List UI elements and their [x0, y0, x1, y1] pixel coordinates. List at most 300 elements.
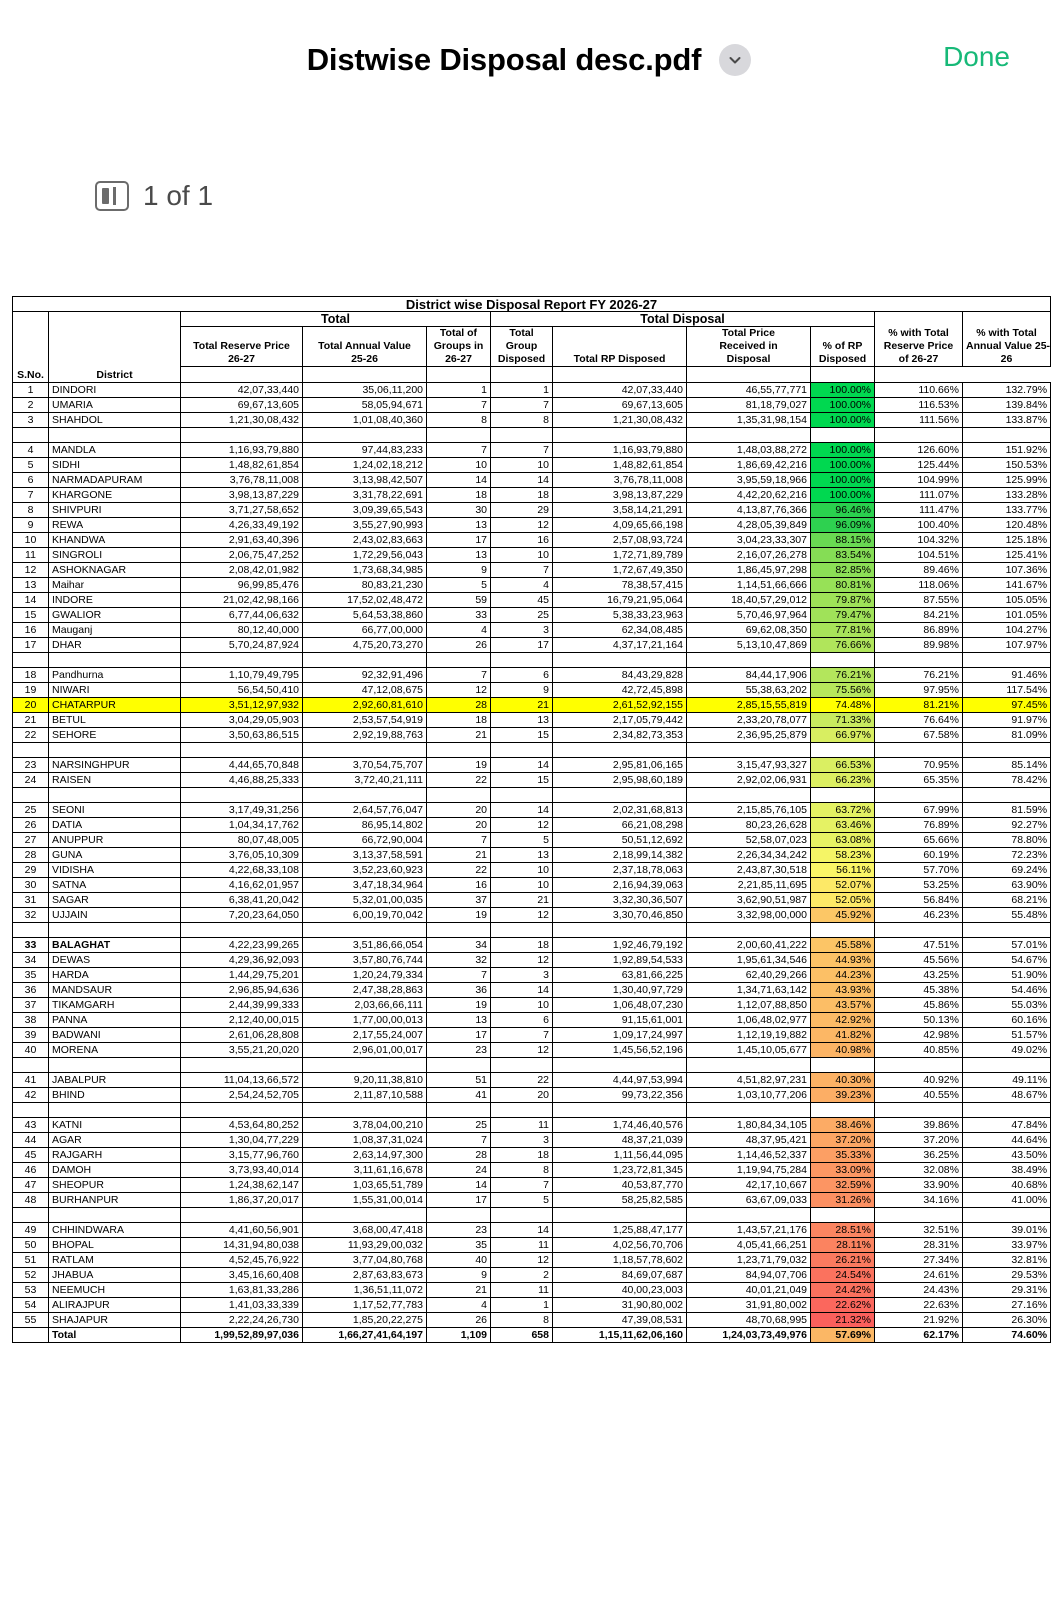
cell-group-disposed: 14: [491, 803, 553, 818]
cell-price-received: 1,35,31,98,154: [687, 413, 811, 428]
table-row[interactable]: [13, 1013, 1051, 1028]
cell-pct-reserve-price: 126.60%: [875, 443, 963, 458]
row-spacer: [13, 788, 1051, 803]
cell-district: UJJAIN: [49, 908, 181, 923]
page-title: Distwise Disposal desc.pdf: [306, 42, 702, 77]
cell-group-disposed: 17: [491, 638, 553, 653]
table-row[interactable]: [13, 683, 1051, 698]
cell-total-annual-value: 3,09,39,65,543: [303, 503, 427, 518]
cell-sno: 39: [13, 1028, 49, 1043]
cell-total-annual-value: 3,77,04,80,768: [303, 1253, 427, 1268]
table-row[interactable]: [13, 863, 1051, 878]
row-spacer: [13, 1058, 1051, 1073]
cell-rp-disposed: 84,43,29,828: [553, 668, 687, 683]
cell-pct-rp-disposed: 82.85%: [811, 563, 875, 578]
cell-total-reserve-price: 4,26,33,49,192: [181, 518, 303, 533]
cell-total-reserve-price: 11,04,13,66,572: [181, 1073, 303, 1088]
cell-total-reserve-price: 3,55,21,20,020: [181, 1043, 303, 1058]
cell-total-reserve-price: 1,41,03,33,339: [181, 1298, 303, 1313]
cell-rp-disposed: 2,18,99,14,382: [553, 848, 687, 863]
cell-pct-reserve-price: 37.20%: [875, 1133, 963, 1148]
cell-sno: 13: [13, 578, 49, 593]
table-row[interactable]: [13, 473, 1051, 488]
cell-pct-annual-value: 132.79%: [963, 383, 1051, 398]
cell-total-reserve-price: 56,54,50,410: [181, 683, 303, 698]
cell-pct-rp-disposed: 66.53%: [811, 758, 875, 773]
table-row[interactable]: [13, 1073, 1051, 1088]
cell-rp-disposed: 1,18,57,78,602: [553, 1253, 687, 1268]
cell-pct-annual-value: 49.02%: [963, 1043, 1051, 1058]
cell-total-reserve-price: 3,71,27,58,652: [181, 503, 303, 518]
cell-pct-annual-value: 81.59%: [963, 803, 1051, 818]
chevron-down-icon[interactable]: [719, 44, 751, 76]
cell-rp-disposed: 50,51,12,692: [553, 833, 687, 848]
cell-total-reserve-price: 4,53,64,80,252: [181, 1118, 303, 1133]
cell-total-groups: 20: [427, 803, 491, 818]
table-row[interactable]: [13, 458, 1051, 473]
table-row[interactable]: [13, 1178, 1051, 1193]
cell-rp-disposed: 1,92,89,54,533: [553, 953, 687, 968]
cell-total-reserve-price: 2,61,06,28,808: [181, 1028, 303, 1043]
cell-total-groups: 8: [427, 413, 491, 428]
cell-total-groups: 10: [427, 458, 491, 473]
cell-total-annual-value: 3,70,54,75,707: [303, 758, 427, 773]
cell-rp-disposed: 1,45,56,52,196: [553, 1043, 687, 1058]
cell-sno: 1: [13, 383, 49, 398]
cell-total-reserve-price: 4,44,65,70,848: [181, 758, 303, 773]
cell-group-disposed: 21: [491, 893, 553, 908]
cell-total-annual-value: 1,17,52,77,783: [303, 1298, 427, 1313]
cell-sno: 25: [13, 803, 49, 818]
cell-district: RAJGARH: [49, 1148, 181, 1163]
cell-district: Maihar: [49, 578, 181, 593]
cell-total-groups: 32: [427, 953, 491, 968]
table-row[interactable]: [13, 593, 1051, 608]
table-row[interactable]: [13, 1268, 1051, 1283]
cell-pct-reserve-price: 104.32%: [875, 533, 963, 548]
table-row[interactable]: [13, 1163, 1051, 1178]
table-row[interactable]: [13, 548, 1051, 563]
table-row[interactable]: [13, 998, 1051, 1013]
table-row[interactable]: [13, 893, 1051, 908]
cell-total-annual-value: 1,36,51,11,072: [303, 1283, 427, 1298]
table-row[interactable]: [13, 1133, 1051, 1148]
cell-pct-annual-value: 107.36%: [963, 563, 1051, 578]
cell-district: GWALIOR: [49, 608, 181, 623]
cell-rp-disposed: 3,58,14,21,291: [553, 503, 687, 518]
cell-total-groups: 14: [427, 1178, 491, 1193]
cell-district: BURHANPUR: [49, 1193, 181, 1208]
cell-pct-rp-disposed: 41.82%: [811, 1028, 875, 1043]
table-row[interactable]: [13, 1313, 1051, 1328]
cell-group-disposed: 14: [491, 473, 553, 488]
cell-group-disposed: 12: [491, 953, 553, 968]
cell-district: Pandhurna: [49, 668, 181, 683]
cell-total-reserve-price: 4,16,62,01,957: [181, 878, 303, 893]
cell-total-annual-value: 1,66,27,41,64,197: [303, 1328, 427, 1343]
cell-total-groups: 26: [427, 638, 491, 653]
table-row[interactable]: [13, 383, 1051, 398]
table-row[interactable]: [13, 773, 1051, 788]
cell-total-groups: 7: [427, 1133, 491, 1148]
cell-price-received: 2,36,95,25,879: [687, 728, 811, 743]
cell-district: TIKAMGARH: [49, 998, 181, 1013]
cell-total-reserve-price: 42,07,33,440: [181, 383, 303, 398]
cell-total-reserve-price: 1,63,81,33,286: [181, 1283, 303, 1298]
cell-group-disposed: 12: [491, 1043, 553, 1058]
cell-sno: 8: [13, 503, 49, 518]
cell-price-received: 1,95,61,34,546: [687, 953, 811, 968]
cell-pct-rp-disposed: 76.21%: [811, 668, 875, 683]
cell-sno: 38: [13, 1013, 49, 1028]
cell-total-reserve-price: 3,45,16,60,408: [181, 1268, 303, 1283]
cell-district: KATNI: [49, 1118, 181, 1133]
table-row[interactable]: [13, 1223, 1051, 1238]
table-row[interactable]: [13, 968, 1051, 983]
table-row[interactable]: [13, 938, 1051, 953]
cell-pct-rp-disposed: 44.23%: [811, 968, 875, 983]
cell-price-received: 1,19,94,75,284: [687, 1163, 811, 1178]
cell-sno: 5: [13, 458, 49, 473]
cell-price-received: 2,43,87,30,518: [687, 863, 811, 878]
table-row[interactable]: [13, 578, 1051, 593]
cell-total-annual-value: 2,92,19,88,763: [303, 728, 427, 743]
cell-district: JHABUA: [49, 1268, 181, 1283]
cell-price-received: 18,40,57,29,012: [687, 593, 811, 608]
cell-rp-disposed: 47,39,08,531: [553, 1313, 687, 1328]
cell-pct-rp-disposed: 100.00%: [811, 398, 875, 413]
cell-price-received: 5,13,10,47,869: [687, 638, 811, 653]
cell-sno: 30: [13, 878, 49, 893]
cell-pct-reserve-price: 110.66%: [875, 383, 963, 398]
cell-pct-reserve-price: 47.51%: [875, 938, 963, 953]
cell-sno: 49: [13, 1223, 49, 1238]
cell-rp-disposed: 2,95,81,06,165: [553, 758, 687, 773]
cell-pct-annual-value: 27.16%: [963, 1298, 1051, 1313]
cell-pct-annual-value: 74.60%: [963, 1328, 1051, 1343]
cell-price-received: 2,00,60,41,222: [687, 938, 811, 953]
cell-total-groups: 7: [427, 833, 491, 848]
cell-sno: 43: [13, 1118, 49, 1133]
cell-group-disposed: 15: [491, 773, 553, 788]
cell-group-disposed: 6: [491, 1013, 553, 1028]
cell-pct-annual-value: 54.67%: [963, 953, 1051, 968]
cell-pct-reserve-price: 89.46%: [875, 563, 963, 578]
cell-price-received: 55,38,63,202: [687, 683, 811, 698]
table-row[interactable]: [13, 983, 1051, 998]
cell-rp-disposed: 2,95,98,60,189: [553, 773, 687, 788]
cell-total-groups: 26: [427, 1313, 491, 1328]
cell-total-groups: 5: [427, 578, 491, 593]
table-row[interactable]: [13, 398, 1051, 413]
cell-group-disposed: 13: [491, 713, 553, 728]
table-row[interactable]: [13, 1298, 1051, 1313]
cell-price-received: 42,17,10,667: [687, 1178, 811, 1193]
cell-sno: 48: [13, 1193, 49, 1208]
cell-total-groups: 7: [427, 968, 491, 983]
cell-sno: 23: [13, 758, 49, 773]
cell-pct-reserve-price: 67.58%: [875, 728, 963, 743]
table-row[interactable]: [13, 503, 1051, 518]
table-row[interactable]: [13, 443, 1051, 458]
cell-pct-rp-disposed: 32.59%: [811, 1178, 875, 1193]
cell-sno: 44: [13, 1133, 49, 1148]
cell-total-groups: 22: [427, 863, 491, 878]
cell-group-disposed: 10: [491, 458, 553, 473]
cell-total-annual-value: 3,55,27,90,993: [303, 518, 427, 533]
cell-rp-disposed: 1,48,82,61,854: [553, 458, 687, 473]
table-row[interactable]: [13, 623, 1051, 638]
cell-total-reserve-price: 21,02,42,98,166: [181, 593, 303, 608]
cell-total-annual-value: 3,51,86,66,054: [303, 938, 427, 953]
cell-pct-rp-disposed: 45.92%: [811, 908, 875, 923]
table-row[interactable]: [13, 488, 1051, 503]
cell-total-groups: 1,109: [427, 1328, 491, 1343]
cell-pct-reserve-price: 57.70%: [875, 863, 963, 878]
cell-pct-annual-value: 151.92%: [963, 443, 1051, 458]
report-title: District wise Disposal Report FY 2026-27: [13, 297, 1051, 312]
col-total-reserve-price: Total Reserve Price 26-27: [181, 327, 303, 367]
cell-sno: 20: [13, 698, 49, 713]
cell-rp-disposed: 4,09,65,66,198: [553, 518, 687, 533]
cell-pct-rp-disposed: 43.57%: [811, 998, 875, 1013]
cell-pct-annual-value: 117.54%: [963, 683, 1051, 698]
cell-pct-reserve-price: 60.19%: [875, 848, 963, 863]
cell-price-received: 1,48,03,88,272: [687, 443, 811, 458]
cell-pct-reserve-price: 111.47%: [875, 503, 963, 518]
cell-group-disposed: 25: [491, 608, 553, 623]
cell-district: VIDISHA: [49, 863, 181, 878]
cell-pct-rp-disposed: 21.32%: [811, 1313, 875, 1328]
table-row[interactable]: [13, 668, 1051, 683]
cell-price-received: 81,18,79,027: [687, 398, 811, 413]
table-row[interactable]: [13, 713, 1051, 728]
cell-pct-annual-value: 29.31%: [963, 1283, 1051, 1298]
cell-district: PANNA: [49, 1013, 181, 1028]
cell-total-groups: 40: [427, 1253, 491, 1268]
table-row[interactable]: [13, 803, 1051, 818]
table-row[interactable]: [13, 1148, 1051, 1163]
cell-district: NARSINGHPUR: [49, 758, 181, 773]
cell-total-reserve-price: 2,91,63,40,396: [181, 533, 303, 548]
cell-district: BHOPAL: [49, 1238, 181, 1253]
cell-group-disposed: 8: [491, 413, 553, 428]
cell-price-received: 2,15,85,76,105: [687, 803, 811, 818]
cell-pct-annual-value: 105.05%: [963, 593, 1051, 608]
table-row[interactable]: [13, 1043, 1051, 1058]
cell-price-received: 1,03,10,77,206: [687, 1088, 811, 1103]
cell-total-groups: 19: [427, 908, 491, 923]
cell-rp-disposed: 66,21,08,298: [553, 818, 687, 833]
cell-group-disposed: 5: [491, 833, 553, 848]
table-row[interactable]: [13, 1238, 1051, 1253]
table-row[interactable]: [13, 728, 1051, 743]
table-row[interactable]: [13, 848, 1051, 863]
table-row[interactable]: [13, 563, 1051, 578]
cell-pct-rp-disposed: 76.66%: [811, 638, 875, 653]
cell-pct-reserve-price: 50.13%: [875, 1013, 963, 1028]
cell-pct-annual-value: 32.81%: [963, 1253, 1051, 1268]
cell-pct-annual-value: 97.45%: [963, 698, 1051, 713]
table-row[interactable]: [13, 758, 1051, 773]
cell-district: DEWAS: [49, 953, 181, 968]
table-row[interactable]: [13, 533, 1051, 548]
table-row[interactable]: [13, 1088, 1051, 1103]
table-row[interactable]: [13, 878, 1051, 893]
cell-rp-disposed: 16,79,21,95,064: [553, 593, 687, 608]
cell-total-groups: 16: [427, 878, 491, 893]
cell-pct-rp-disposed: 96.46%: [811, 503, 875, 518]
cell-rp-disposed: 69,67,13,605: [553, 398, 687, 413]
table-row[interactable]: [13, 698, 1051, 713]
cell-total-groups: 23: [427, 1223, 491, 1238]
cell-pct-rp-disposed: 100.00%: [811, 413, 875, 428]
cell-total-reserve-price: 1,99,52,89,97,036: [181, 1328, 303, 1343]
cell-total-groups: 37: [427, 893, 491, 908]
cell-price-received: 1,12,19,19,882: [687, 1028, 811, 1043]
cell-total-reserve-price: 1,24,38,62,147: [181, 1178, 303, 1193]
cell-total-reserve-price: 2,22,24,26,730: [181, 1313, 303, 1328]
cell-total-annual-value: 3,78,04,00,210: [303, 1118, 427, 1133]
cell-sno: 37: [13, 998, 49, 1013]
row-spacer: [13, 1208, 1051, 1223]
cell-rp-disposed: 40,00,23,003: [553, 1283, 687, 1298]
cell-total-annual-value: 3,68,00,47,418: [303, 1223, 427, 1238]
cell-group-disposed: 21: [491, 698, 553, 713]
cell-rp-disposed: 1,23,72,81,345: [553, 1163, 687, 1178]
cell-sno: 42: [13, 1088, 49, 1103]
cell-pct-reserve-price: 100.40%: [875, 518, 963, 533]
table-row[interactable]: [13, 953, 1051, 968]
cell-pct-annual-value: 47.84%: [963, 1118, 1051, 1133]
cell-pct-reserve-price: 67.99%: [875, 803, 963, 818]
cell-price-received: 4,51,82,97,231: [687, 1073, 811, 1088]
table-row[interactable]: [13, 518, 1051, 533]
cell-total-reserve-price: 2,96,85,94,636: [181, 983, 303, 998]
cell-rp-disposed: 1,72,71,89,789: [553, 548, 687, 563]
cell-sno: 50: [13, 1238, 49, 1253]
cell-price-received: 1,14,51,66,666: [687, 578, 811, 593]
table-row[interactable]: [13, 1253, 1051, 1268]
cell-group-disposed: 8: [491, 1163, 553, 1178]
cell-total-annual-value: 2,64,57,76,047: [303, 803, 427, 818]
cell-pct-annual-value: 141.67%: [963, 578, 1051, 593]
cell-group-disposed: 9: [491, 683, 553, 698]
cell-pct-reserve-price: 42.98%: [875, 1028, 963, 1043]
cell-total-groups: 13: [427, 548, 491, 563]
table-row[interactable]: [13, 638, 1051, 653]
table-row[interactable]: [13, 833, 1051, 848]
cell-district: SHAJAPUR: [49, 1313, 181, 1328]
cell-pct-reserve-price: 24.61%: [875, 1268, 963, 1283]
cell-total-annual-value: 6,00,19,70,042: [303, 908, 427, 923]
cell-district: SINGROLI: [49, 548, 181, 563]
table-row[interactable]: [13, 1193, 1051, 1208]
row-spacer: [13, 743, 1051, 758]
cell-total-reserve-price: 4,22,68,33,108: [181, 863, 303, 878]
cell-group-disposed: 14: [491, 758, 553, 773]
cell-price-received: 3,32,98,00,000: [687, 908, 811, 923]
cell-pct-reserve-price: 86.89%: [875, 623, 963, 638]
cell-total-reserve-price: 4,29,36,92,093: [181, 953, 303, 968]
cell-pct-rp-disposed: 40.30%: [811, 1073, 875, 1088]
cell-pct-reserve-price: 65.35%: [875, 773, 963, 788]
cell-pct-rp-disposed: 100.00%: [811, 473, 875, 488]
cell-sno: 6: [13, 473, 49, 488]
table-row[interactable]: [13, 908, 1051, 923]
cell-price-received: 63,67,09,033: [687, 1193, 811, 1208]
table-row[interactable]: [13, 818, 1051, 833]
table-row[interactable]: [13, 1118, 1051, 1133]
cell-rp-disposed: 1,25,88,47,177: [553, 1223, 687, 1238]
cell-total-annual-value: 92,32,91,496: [303, 668, 427, 683]
cell-pct-reserve-price: 43.25%: [875, 968, 963, 983]
cell-total-annual-value: 66,77,00,000: [303, 623, 427, 638]
cell-total-annual-value: 4,75,20,73,270: [303, 638, 427, 653]
cell-total-annual-value: 2,17,55,24,007: [303, 1028, 427, 1043]
cell-total-annual-value: 3,13,37,58,591: [303, 848, 427, 863]
cell-group-disposed: 29: [491, 503, 553, 518]
cell-total-annual-value: 80,83,21,230: [303, 578, 427, 593]
cell-rp-disposed: 2,17,05,79,442: [553, 713, 687, 728]
cell-sno: 2: [13, 398, 49, 413]
cell-total-annual-value: 5,32,01,00,035: [303, 893, 427, 908]
cell-total-reserve-price: 2,06,75,47,252: [181, 548, 303, 563]
cell-group-disposed: 2: [491, 1268, 553, 1283]
cell-sno: 27: [13, 833, 49, 848]
table-row[interactable]: [13, 413, 1051, 428]
cell-group-disposed: 15: [491, 728, 553, 743]
cell-group-disposed: 3: [491, 623, 553, 638]
cell-price-received: 4,13,87,76,366: [687, 503, 811, 518]
cell-total-reserve-price: 3,15,77,96,760: [181, 1148, 303, 1163]
table-row[interactable]: [13, 608, 1051, 623]
cell-sno: 51: [13, 1253, 49, 1268]
cell-total-groups: 59: [427, 593, 491, 608]
cell-group-disposed: 12: [491, 818, 553, 833]
table-row[interactable]: [13, 1283, 1051, 1298]
cell-total-label: Total: [49, 1328, 181, 1343]
cell-sno: 22: [13, 728, 49, 743]
cell-pct-annual-value: 104.27%: [963, 623, 1051, 638]
cell-total-groups: 18: [427, 488, 491, 503]
cell-pct-annual-value: 133.87%: [963, 413, 1051, 428]
cell-pct-annual-value: 57.01%: [963, 938, 1051, 953]
cell-pct-reserve-price: 32.51%: [875, 1223, 963, 1238]
cell-total-annual-value: 2,43,02,83,663: [303, 533, 427, 548]
cell-price-received: 52,58,07,023: [687, 833, 811, 848]
cell-sno: 17: [13, 638, 49, 653]
cell-group-disposed: 10: [491, 863, 553, 878]
cell-sno: 11: [13, 548, 49, 563]
cell-pct-rp-disposed: 43.93%: [811, 983, 875, 998]
cell-price-received: 48,37,95,421: [687, 1133, 811, 1148]
cell-total-annual-value: 1,77,00,00,013: [303, 1013, 427, 1028]
cell-pct-annual-value: 107.97%: [963, 638, 1051, 653]
cell-pct-reserve-price: 116.53%: [875, 398, 963, 413]
report-body: [13, 383, 1051, 1343]
cell-rp-disposed: 2,34,82,73,353: [553, 728, 687, 743]
cell-pct-reserve-price: 104.99%: [875, 473, 963, 488]
cell-district: KHARGONE: [49, 488, 181, 503]
done-button[interactable]: Done: [937, 40, 1016, 74]
table-row[interactable]: [13, 1028, 1051, 1043]
col-pct-reserve-price: % with Total Reserve Price of 26-27: [875, 312, 963, 367]
page-indicator[interactable]: [95, 180, 1058, 212]
cell-district: SATNA: [49, 878, 181, 893]
cell-total-groups: 21: [427, 848, 491, 863]
cell-total-annual-value: 1,08,37,31,024: [303, 1133, 427, 1148]
